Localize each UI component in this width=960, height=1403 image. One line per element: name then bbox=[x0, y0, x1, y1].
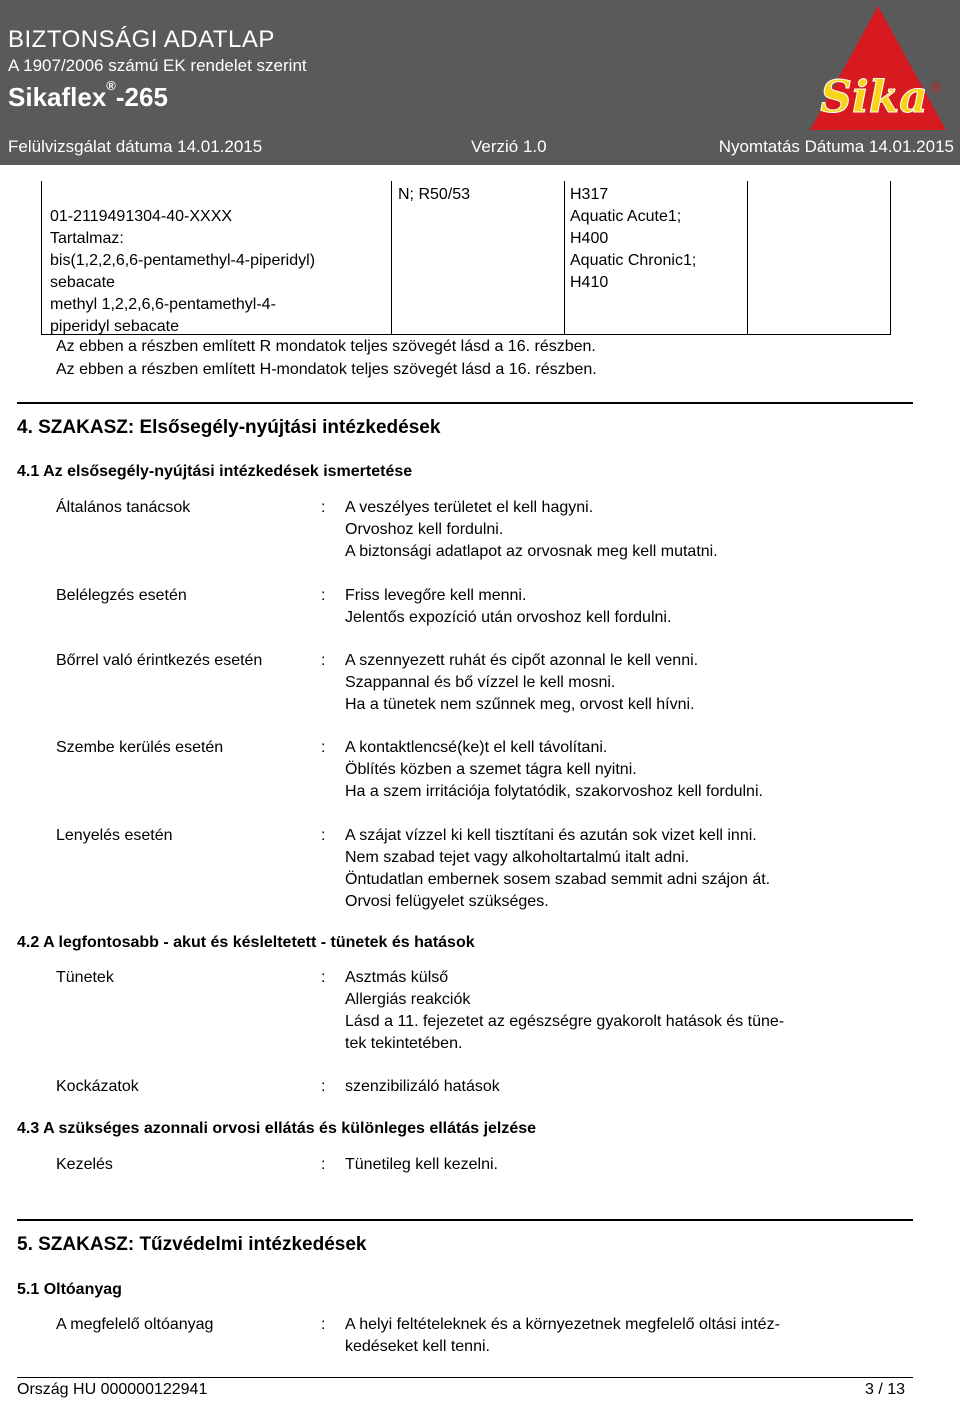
row-value: Asztmás külső Allergiás reakciók Lásd a 11. fejezetet az egészségre gyakorolt hatások és tüne- tek tekintetében. bbox=[345, 969, 785, 1052]
row-colon: : bbox=[321, 652, 326, 669]
registered-mark: ® bbox=[106, 78, 116, 93]
row-label: Belélegzés esetén bbox=[56, 587, 187, 604]
subsection-5-1-title: 5.1 Oltóanyag bbox=[17, 1281, 122, 1298]
row-colon: : bbox=[321, 827, 326, 844]
regulation-line: A 1907/2006 számú EK rendelet szerint bbox=[8, 56, 307, 75]
table-cell-substance: 01-2119491304-40-XXXX Tartalmaz: bis(1,2,2,6,6-pentamethyl-4-piperidyl) sebacate methyl 1,2,2,6,6-pentamethyl-4- piperidyl sebacate bbox=[50, 208, 316, 335]
row-colon: : bbox=[321, 587, 326, 604]
row-value: A helyi feltételeknek és a környezetnek megfelelő oltási intéz- kedéseket kell tenni. bbox=[345, 1316, 780, 1355]
product-name-text: Sikaflex bbox=[8, 82, 107, 112]
row-label: Bőrrel való érintkezés esetén bbox=[56, 652, 263, 669]
section-5-title: 5. SZAKASZ: Tűzvédelmi intézkedések bbox=[17, 1234, 367, 1255]
row-value: A veszélyes területet el kell hagyni. Orvoshoz kell fordulni. A biztonsági adatlapot az orvosnak meg kell mutatni. bbox=[345, 499, 718, 560]
subsection-4-1-title: 4.1 Az elsősegély-nyújtási intézkedések ismertetése bbox=[17, 463, 413, 480]
row-colon: : bbox=[321, 1316, 326, 1333]
row-label: Szembe kerülés esetén bbox=[56, 739, 224, 756]
revision-meta bbox=[8, 137, 954, 159]
table-divider-1 bbox=[391, 181, 392, 334]
row-label: A megfelelő oltóanyag bbox=[56, 1316, 214, 1333]
table-cell-h-statements: H317 Aquatic Acute1; H400 Aquatic Chronic1; H410 bbox=[570, 186, 697, 291]
logo-registered: ® bbox=[930, 79, 942, 95]
product-suffix: -265 bbox=[115, 82, 168, 112]
sika-logo bbox=[808, 4, 948, 132]
row-colon: : bbox=[321, 969, 326, 986]
section-4-title: 4. SZAKASZ: Elsősegély-nyújtási intézkedések bbox=[17, 417, 441, 438]
row-label: Kezelés bbox=[56, 1156, 113, 1173]
table-cell-r-phrases: N; R50/53 bbox=[398, 186, 471, 203]
table-divider-2 bbox=[564, 181, 565, 334]
note-h-statements: Az ebben a részben említett H-mondatok teljes szövegét lásd a 16. részben. bbox=[56, 361, 597, 378]
version: Verzió 1.0 bbox=[471, 137, 547, 156]
document-title: BIZTONSÁGI ADATLAP bbox=[8, 26, 275, 53]
row-value: Tünetileg kell kezelni. bbox=[345, 1156, 498, 1173]
row-label: Kockázatok bbox=[56, 1078, 139, 1095]
print-date: Nyomtatás Dátuma 14.01.2015 bbox=[718, 137, 954, 156]
subsection-4-2-title: 4.2 A legfontosabb - akut és késleltetett - tünetek és hatások bbox=[17, 934, 475, 951]
row-colon: : bbox=[321, 739, 326, 756]
product-name bbox=[8, 78, 168, 113]
footer-divider bbox=[17, 1377, 913, 1378]
row-label: Általános tanácsok bbox=[56, 499, 191, 516]
country-code: Ország HU 000000122941 bbox=[17, 1381, 208, 1398]
table-divider-3 bbox=[747, 181, 748, 334]
row-colon: : bbox=[321, 1078, 326, 1095]
row-value: Friss levegőre kell menni. Jelentős expozíció után orvoshoz kell fordulni. bbox=[345, 587, 672, 626]
logo-wordmark: Sika bbox=[820, 72, 928, 123]
row-colon: : bbox=[321, 1156, 326, 1173]
page-number: 3 / 13 bbox=[864, 1381, 905, 1398]
subsection-4-3-title: 4.3 A szükséges azonnali orvosi ellátás és különleges ellátás jelzése bbox=[17, 1120, 537, 1137]
document-header bbox=[0, 0, 960, 165]
row-label: Lenyelés esetén bbox=[56, 827, 173, 844]
note-r-phrases: Az ebben a részben említett R mondatok teljes szövegét lásd a 16. részben. bbox=[56, 338, 596, 355]
row-colon: : bbox=[321, 499, 326, 516]
row-value: A szennyezett ruhát és cipőt azonnal le kell venni. Szappannal és bő vízzel le kell mosni. Ha a tünetek nem szűnnek meg, orvost kell hívni. bbox=[345, 652, 699, 713]
row-label: Tünetek bbox=[56, 969, 114, 986]
row-value: szenzibilizáló hatások bbox=[345, 1078, 500, 1095]
row-value: A szájat vízzel ki kell tisztítani és azután sok vizet kell inni. Nem szabad tejet vagy alkoholtartalmú italt adni. Öntudatlan embernek sosem szabad semmit adni szájon át. Orvosi felügyelet szükséges. bbox=[345, 827, 771, 910]
section-divider bbox=[17, 1219, 913, 1221]
revision-date: Felülvizsgálat dátuma 14.01.2015 bbox=[8, 137, 263, 156]
section-divider bbox=[17, 402, 913, 404]
row-value: A kontaktlencsé(ke)t el kell távolítani. Öblítés közben a szemet tágra kell nyitni. Ha a szem irritációja folytatódik, szakorvoshoz kell fordulni. bbox=[345, 739, 763, 800]
